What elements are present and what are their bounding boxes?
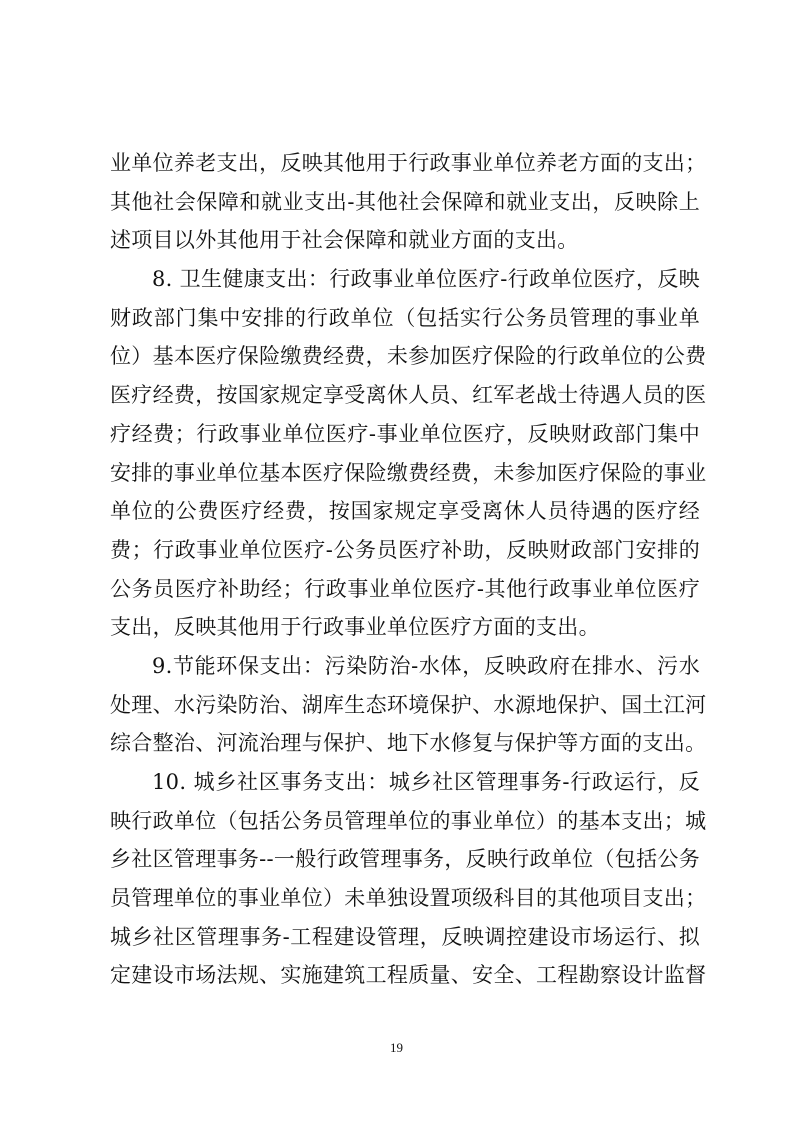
text-line: 述项目以外其他用于社会保障和就业方面的支出。 [110, 228, 579, 253]
text-line: 公务员医疗补助经；行政事业单位医疗-其他行政事业单位医疗 [110, 576, 700, 601]
text-line: 业单位养老支出，反映其他用于行政事业单位养老方面的支出； [110, 151, 707, 175]
text-line: 支出，反映其他用于行政事业单位医疗方面的支出。 [110, 615, 600, 640]
text-line: 位）基本医疗保险缴费经费，未参加医疗保险的行政单位的公费 [110, 344, 707, 369]
text-line: 处理、水污染防治、湖库生态环境保护、水源地保护、国土江河 [110, 692, 707, 717]
text-line: 映行政单位（包括公务员管理单位的事业单位）的基本支出；城 [110, 808, 707, 833]
text-line: 8. 卫生健康支出：行政事业单位医疗-行政单位医疗，反映 [152, 267, 700, 292]
text-line: 其他社会保障和就业支出-其他社会保障和就业支出，反映除上 [110, 189, 700, 214]
text-line: 城乡社区管理事务-工程建设管理，反映调控建设市场运行、拟 [110, 924, 700, 949]
text-line: 医疗经费，按国家规定享受离休人员、红军老战士待遇人员的医 [110, 383, 707, 408]
text-line: 疗经费；行政事业单位医疗-事业单位医疗，反映财政部门集中 [110, 421, 700, 446]
text-line: 9.节能环保支出：污染防治-水体，反映政府在排水、污水 [152, 653, 700, 678]
text-line: 财政部门集中安排的行政单位（包括实行公务员管理的事业单 [110, 305, 700, 330]
text-line: 安排的事业单位基本医疗保险缴费经费，未参加医疗保险的事业 [110, 460, 707, 485]
text-line: 员管理单位的事业单位）未单独设置项级科目的其他项目支出； [110, 886, 707, 911]
page-number: 19 [390, 1040, 403, 1055]
body-text [110, 144, 707, 995]
text-line: 乡社区管理事务--一般行政管理事务，反映行政单位（包括公务 [110, 847, 700, 872]
text-line: 10. 城乡社区事务支出：城乡社区管理事务-行政运行，反 [152, 770, 700, 794]
text-line: 费；行政事业单位医疗-公务员医疗补助，反映财政部门安排的 [110, 537, 700, 562]
text-line: 综合整治、河流治理与保护、地下水修复与保护等方面的支出。 [110, 731, 707, 756]
text-line: 单位的公费医疗经费，按国家规定享受离休人员待遇的医疗经 [110, 499, 700, 524]
text-line: 定建设市场法规、实施建筑工程质量、安全、工程勘察设计监督 [110, 963, 707, 988]
